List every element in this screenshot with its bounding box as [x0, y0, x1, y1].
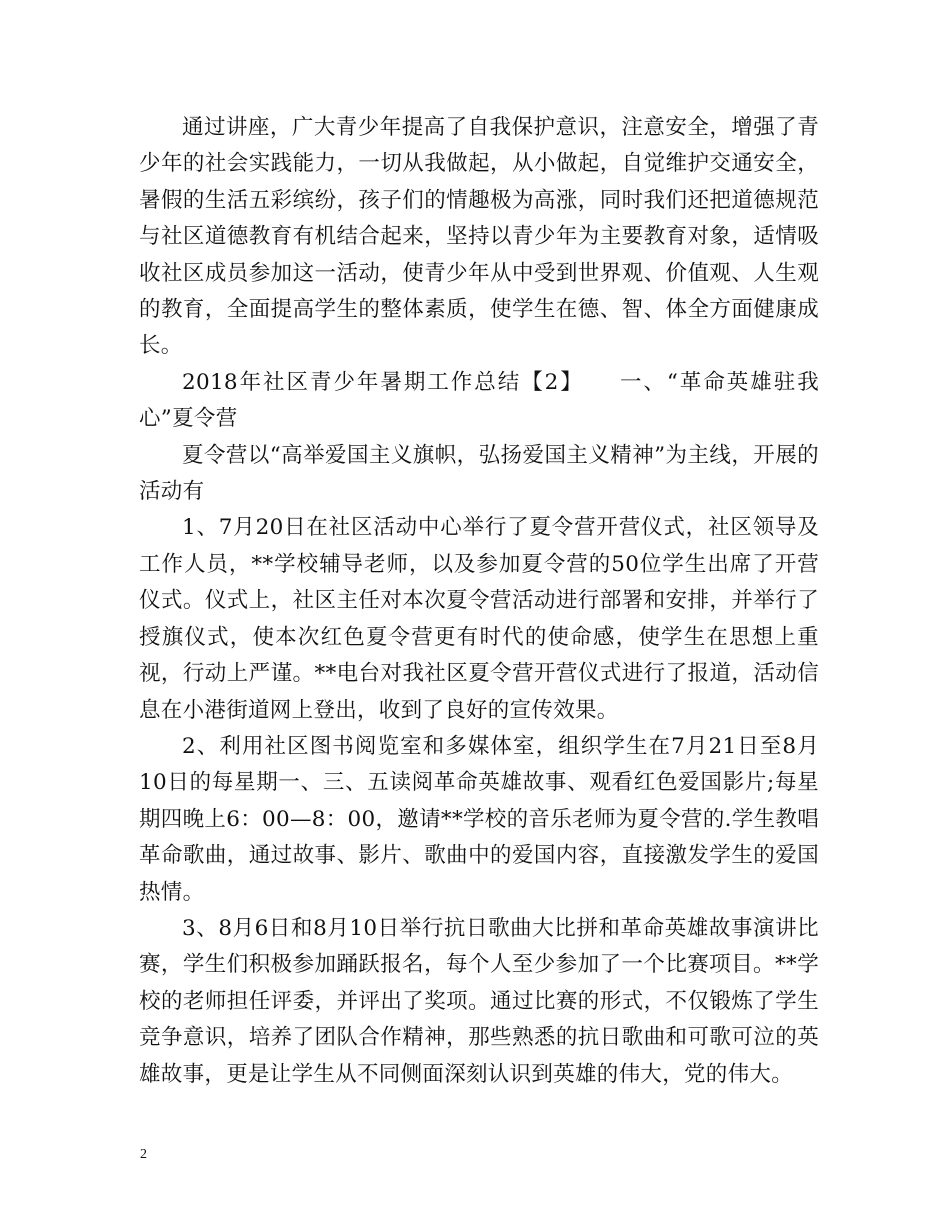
paragraph-item-3: 3、8月6日和8月10日举行抗日歌曲大比拼和革命英雄故事演讲比赛，学生们积极参加踊跃报名，每个人至少参加了一个比赛项目。**学校的老师担任评委，并评出了奖项。通过比赛的形式，不仅锻炼了学生竞争意识，培养了团队合作精神，那些熟悉的抗日歌曲和可歌可泣的英雄故事，更是让学生从不同侧面深刻认识到英雄的伟大，党的伟大。	[139, 915, 819, 1087]
paragraph-item-1: 1、7月20日在社区活动中心举行了夏令营开营仪式，社区领导及工作人员，**学校辅导老师，以及参加夏令营的50位学生出席了开营仪式。仪式上，社区主任对本次夏令营活动进行部署和安排，并举行了授旗仪式，使本次红色夏令营更有时代的使命感，使学生在思想上重视，行动上严谨。**电台对我社区夏令营开营仪式进行了报道，活动信息在小港街道网上登出，收到了良好的宣传效果。	[139, 515, 819, 723]
paragraph-theme: 夏令营以“高举爱国主义旗帜，弘扬爱国主义精神”为主线，开展的活动有	[139, 442, 819, 505]
paragraph-item-2: 2、利用社区图书阅览室和多媒体室，组织学生在7月21日至8月10日的每星期一、三、五读阅革命英雄故事、观看红色爱国影片;每星期四晚上6：00—8：00，邀请**学校的音乐老师为夏令营的.学生教唱革命歌曲，通过故事、影片、歌曲中的爱国内容，直接激发学生的爱国热情。	[139, 733, 819, 905]
document-body	[139, 110, 819, 1093]
paragraph-intro: 通过讲座，广大青少年提高了自我保护意识，注意安全，增强了青少年的社会实践能力，一切从我做起，从小做起，自觉维护交通安全，暑假的生活五彩缤纷，孩子们的情趣极为高涨，同时我们还把道德规范与社区道德教育有机结合起来，坚持以青少年为主要教育对象，适情吸收社区成员参加这一活动，使青少年从中受到世界观、价值观、人生观的教育，全面提高学生的整体素质，使学生在德、智、体全方面健康成长。	[139, 115, 819, 359]
section-heading: 2018年社区青少年暑期工作总结【2】 一、“革命英雄驻我心”夏令营	[139, 369, 819, 432]
page-number: 2	[140, 1147, 147, 1162]
